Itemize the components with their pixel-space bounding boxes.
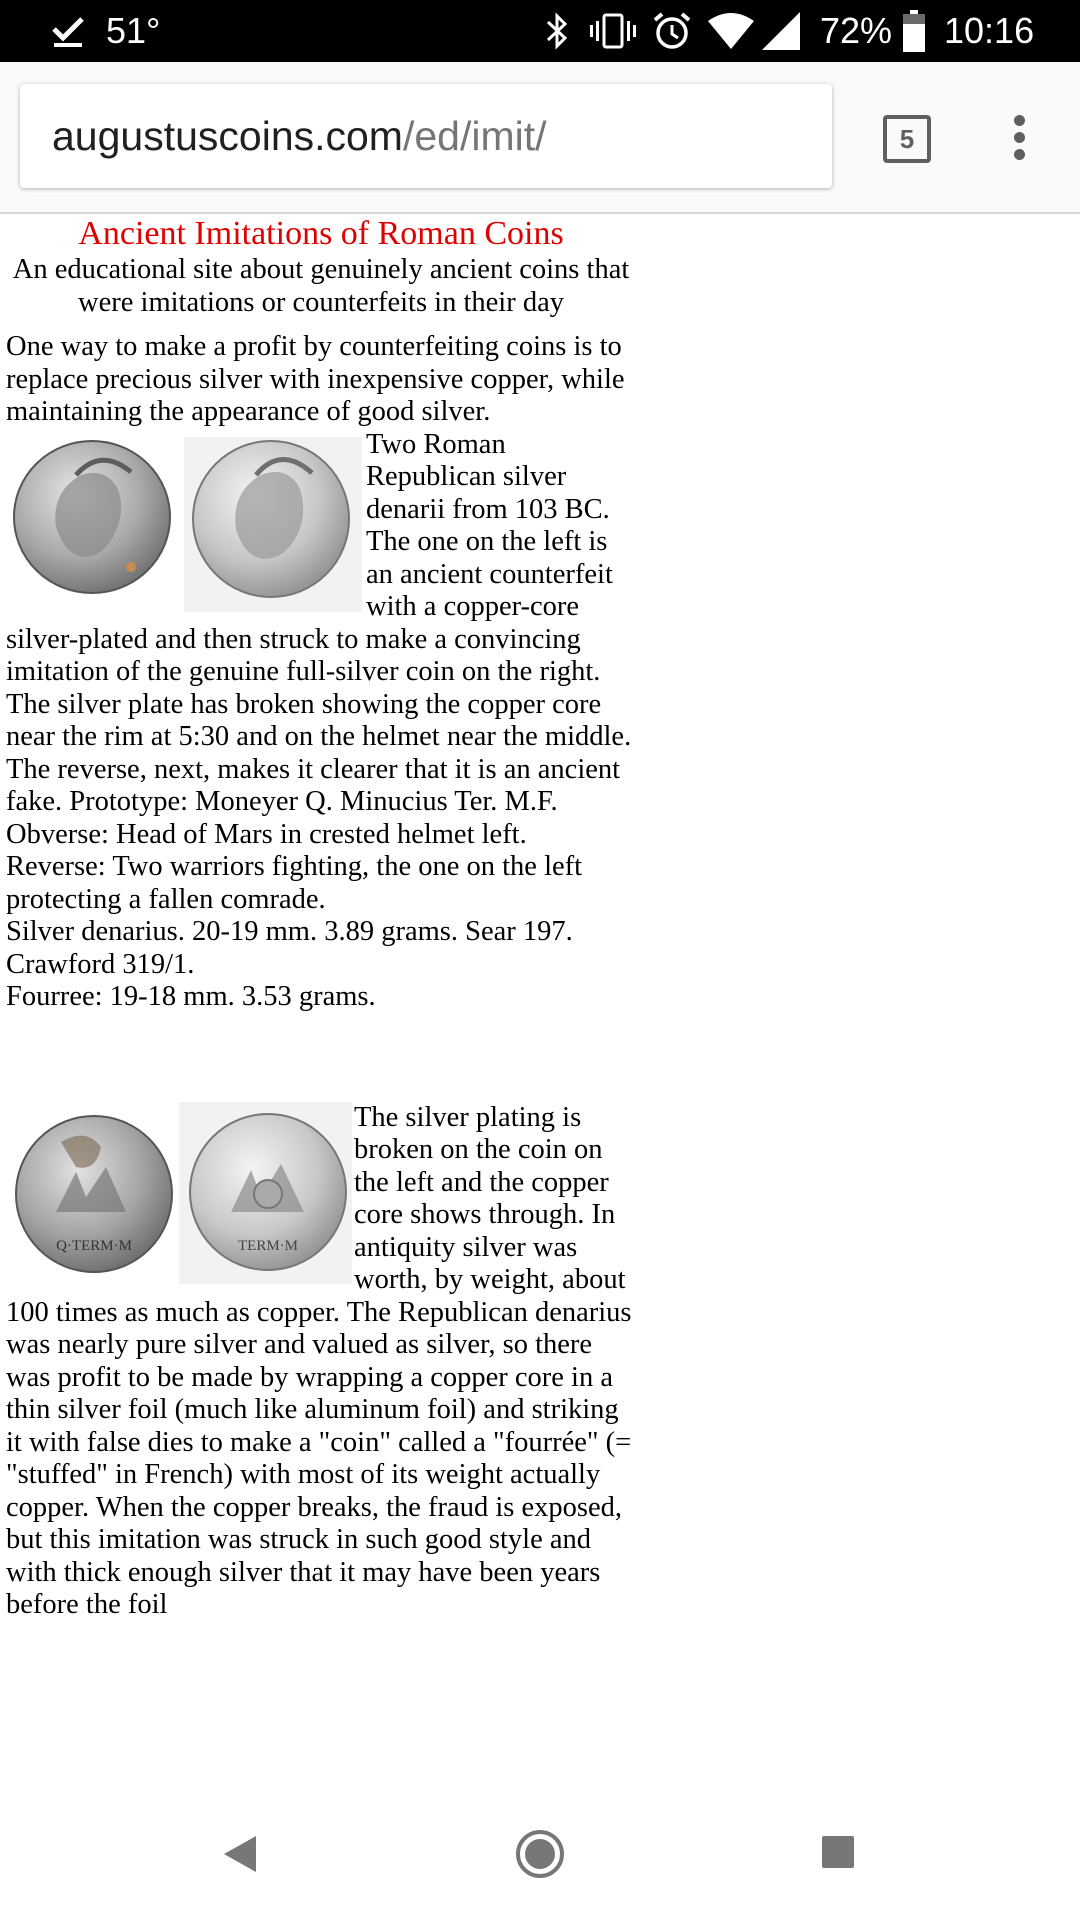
browser-toolbar [0,62,1080,214]
fourree-specs: Fourree: 19-18 mm. 3.53 grams. [6,981,376,1012]
reverse-description: Reverse: Two warriors fighting, the one on the left protecting a fallen comrade. [6,851,583,915]
signal-icon [762,0,800,62]
web-page [0,214,1080,1790]
status-bar [0,0,1080,62]
wifi-icon [708,0,754,62]
battery-text: 72% [820,10,893,51]
tab-switcher-button[interactable]: 5 [883,115,931,163]
coin-legend-left: Q·TERM·M [56,1237,132,1254]
navigation-bar [0,1790,1080,1920]
article [6,214,636,1622]
url-domain: augustuscoins.com [52,112,403,159]
bluetooth-icon [545,0,571,62]
section1-paragraph: Two Roman Republican silver denarii from 103 BC. The one on the left is an ancient counterfeit with a copper-core silver-plated and then struck to make a convincing imitation of the genuine full-silver coin on the right. The silver plate has broken showing the copper core near the rim at 5:30 and on the helmet near the middle. The reverse, next, makes it clearer that it is an ancient fake. Prototype: Moneyer Q. Minucius Ter. M.F. [6,428,632,817]
battery-icon [903,0,925,62]
page-subtitle: An educational site about genuinely ancient coins that were imitations or counterfeits in their day [12,254,630,318]
coin-legend-right: TERM·M [238,1237,298,1254]
page-title: Ancient Imitations of Roman Coins [78,215,564,252]
clock: 10:16 [944,10,1035,51]
obverse-description: Obverse: Head of Mars in crested helmet left. [6,818,527,850]
spacer [6,1014,636,1102]
back-icon[interactable] [222,1834,258,1874]
alarm-icon [652,0,692,62]
url-path: /ed/imit/ [402,112,547,159]
recents-icon[interactable] [822,1836,854,1868]
temperature: 51° [106,10,161,51]
coin-reverse-image [6,1102,352,1284]
vibrate-icon [590,0,636,62]
intro-paragraph: One way to make a profit by counterfeiting coins is to replace precious silver with inexpensive copper, while maintaining the appearance of good silver. [6,331,625,427]
menu-icon[interactable] [1005,112,1035,162]
coin-specs: Silver denarius. 20-19 mm. 3.89 grams. Sear 197. Crawford 319/1. [6,916,573,980]
coin-obverse-image [6,437,364,612]
url-text [52,113,547,160]
url-bar[interactable] [20,84,832,188]
check-icon [50,0,86,62]
section2-paragraph: The silver plating is broken on the coin on the left and the copper core shows through. In antiquity silver was worth, by weight, about 100 times as much as copper. The Republican denarius was nearly pure silver and valued as silver, so there was profit to be made by wrapping a copper core in a thin silver foil (much like aluminum foil) and striking it with false dies to make a "coin" called a "fourrée" (= "stuffed" in French) with most of its weight actually copper. When the copper breaks, the fraud is exposed, but this imitation was struck in such good style and with thick enough silver that it may have been years before the foil [6,1101,632,1620]
home-icon[interactable] [514,1828,566,1880]
